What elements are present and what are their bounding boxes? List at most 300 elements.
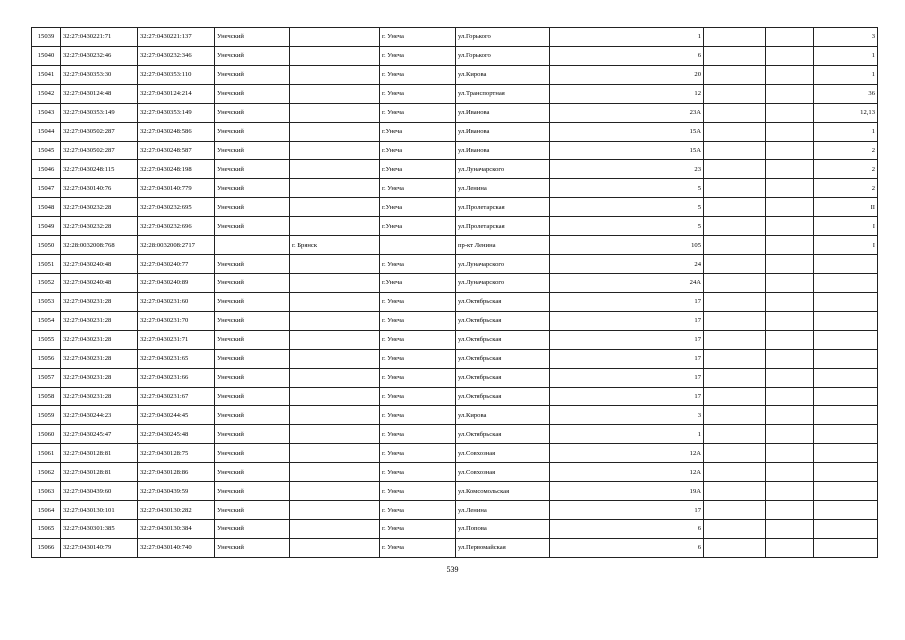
building-cell xyxy=(704,103,766,122)
cadastral-number-cell: 32:27:0430231:28 xyxy=(61,368,138,387)
street-cell: ул.Первомайская xyxy=(456,538,550,557)
building-cell xyxy=(704,255,766,274)
district-cell xyxy=(215,236,290,255)
apartment-cell xyxy=(814,292,878,311)
city-cell: г. Унеча xyxy=(380,255,456,274)
cadastral-number-cell: 32:27:0430439:60 xyxy=(61,482,138,501)
house-cell: 17 xyxy=(550,501,704,520)
city-cell: г. Унеча xyxy=(380,425,456,444)
building-cell xyxy=(704,482,766,501)
city-cell: г.Унеча xyxy=(380,160,456,179)
building-cell xyxy=(704,198,766,217)
street-cell: ул.Ленина xyxy=(456,501,550,520)
district-cell: Унечский xyxy=(215,349,290,368)
row-number-cell: 15060 xyxy=(32,425,61,444)
cadastral-number-cell: 32:27:0430231:28 xyxy=(61,387,138,406)
city-cell: г. Унеча xyxy=(380,368,456,387)
block-cell xyxy=(766,387,814,406)
object-cadastral-number-cell: 32:27:0430353:149 xyxy=(138,103,215,122)
street-cell: ул.Кирова xyxy=(456,406,550,425)
cadastral-number-cell: 32:27:0430353:30 xyxy=(61,65,138,84)
building-cell xyxy=(704,425,766,444)
city-cell: г. Унеча xyxy=(380,519,456,538)
block-cell xyxy=(766,179,814,198)
object-cadastral-number-cell: 32:27:0430248:586 xyxy=(138,122,215,141)
cadastral-number-cell: 32:27:0430130:101 xyxy=(61,501,138,520)
city-cell: г. Унеча xyxy=(380,444,456,463)
settlement-cell xyxy=(290,463,380,482)
object-cadastral-number-cell: 32:27:0430248:198 xyxy=(138,160,215,179)
apartment-cell: 1 xyxy=(814,122,878,141)
table-row xyxy=(32,236,878,255)
building-cell xyxy=(704,179,766,198)
house-cell: 17 xyxy=(550,311,704,330)
street-cell: ул.Пролетарская xyxy=(456,198,550,217)
table-row xyxy=(32,160,878,179)
street-cell: ул.Октябрьская xyxy=(456,368,550,387)
object-cadastral-number-cell: 32:27:0430231:67 xyxy=(138,387,215,406)
house-cell: 6 xyxy=(550,519,704,538)
building-cell xyxy=(704,311,766,330)
row-number-cell: 15058 xyxy=(32,387,61,406)
district-cell: Унечский xyxy=(215,65,290,84)
settlement-cell xyxy=(290,292,380,311)
street-cell: ул.Кирова xyxy=(456,65,550,84)
house-cell: 17 xyxy=(550,387,704,406)
table-row xyxy=(32,463,878,482)
street-cell: ул.Луначарского xyxy=(456,160,550,179)
apartment-cell: I xyxy=(814,236,878,255)
registry-body xyxy=(32,28,878,558)
cadastral-number-cell: 32:27:0430231:28 xyxy=(61,330,138,349)
settlement-cell xyxy=(290,217,380,236)
cadastral-number-cell: 32:27:0430502:287 xyxy=(61,141,138,160)
house-cell: 1 xyxy=(550,425,704,444)
table-row xyxy=(32,444,878,463)
street-cell: ул.Луначарского xyxy=(456,255,550,274)
street-cell: ул.Октябрьская xyxy=(456,292,550,311)
row-number-cell: 15064 xyxy=(32,501,61,520)
building-cell xyxy=(704,28,766,47)
city-cell: г. Унеча xyxy=(380,179,456,198)
building-cell xyxy=(704,330,766,349)
district-cell: Унечский xyxy=(215,368,290,387)
row-number-cell: 15043 xyxy=(32,103,61,122)
object-cadastral-number-cell: 32:27:0430232:346 xyxy=(138,46,215,65)
apartment-cell xyxy=(814,463,878,482)
district-cell: Унечский xyxy=(215,311,290,330)
cadastral-number-cell: 32:27:0430232:28 xyxy=(61,217,138,236)
block-cell xyxy=(766,122,814,141)
district-cell: Унечский xyxy=(215,538,290,557)
object-cadastral-number-cell: 32:27:0430231:65 xyxy=(138,349,215,368)
district-cell: Унечский xyxy=(215,179,290,198)
cadastral-number-cell: 32:27:0430232:28 xyxy=(61,198,138,217)
settlement-cell xyxy=(290,425,380,444)
apartment-cell: 36 xyxy=(814,84,878,103)
apartment-cell: 3 xyxy=(814,28,878,47)
object-cadastral-number-cell: 32:27:0430439:59 xyxy=(138,482,215,501)
block-cell xyxy=(766,236,814,255)
block-cell xyxy=(766,141,814,160)
cadastral-number-cell: 32:27:0430128:81 xyxy=(61,444,138,463)
apartment-cell: 2 xyxy=(814,179,878,198)
row-number-cell: 15044 xyxy=(32,122,61,141)
table-row xyxy=(32,65,878,84)
house-cell: 105 xyxy=(550,236,704,255)
block-cell xyxy=(766,28,814,47)
row-number-cell: 15057 xyxy=(32,368,61,387)
block-cell xyxy=(766,46,814,65)
building-cell xyxy=(704,368,766,387)
row-number-cell: 15062 xyxy=(32,463,61,482)
apartment-cell xyxy=(814,425,878,444)
apartment-cell xyxy=(814,406,878,425)
object-cadastral-number-cell: 32:27:0430140:779 xyxy=(138,179,215,198)
row-number-cell: 15061 xyxy=(32,444,61,463)
registry-table xyxy=(31,27,878,558)
apartment-cell xyxy=(814,519,878,538)
house-cell: 6 xyxy=(550,46,704,65)
street-cell: ул.Попова xyxy=(456,519,550,538)
street-cell: ул.Горького xyxy=(456,28,550,47)
district-cell: Унечский xyxy=(215,425,290,444)
cadastral-number-cell: 32:27:0430502:287 xyxy=(61,122,138,141)
house-cell: 5 xyxy=(550,217,704,236)
settlement-cell xyxy=(290,84,380,103)
apartment-cell xyxy=(814,482,878,501)
table-row xyxy=(32,501,878,520)
city-cell: г. Унеча xyxy=(380,46,456,65)
district-cell: Унечский xyxy=(215,217,290,236)
city-cell: г.Унеча xyxy=(380,141,456,160)
house-cell: 20 xyxy=(550,65,704,84)
apartment-cell: 12,13 xyxy=(814,103,878,122)
table-row xyxy=(32,122,878,141)
settlement-cell xyxy=(290,179,380,198)
object-cadastral-number-cell: 32:27:0430130:282 xyxy=(138,501,215,520)
settlement-cell xyxy=(290,501,380,520)
street-cell: ул.Пролетарская xyxy=(456,217,550,236)
district-cell: Унечский xyxy=(215,255,290,274)
table-row xyxy=(32,292,878,311)
district-cell: Унечский xyxy=(215,406,290,425)
apartment-cell xyxy=(814,349,878,368)
district-cell: Унечский xyxy=(215,387,290,406)
cadastral-number-cell: 32:27:0430353:149 xyxy=(61,103,138,122)
city-cell: г. Унеча xyxy=(380,482,456,501)
apartment-cell xyxy=(814,311,878,330)
house-cell: 12А xyxy=(550,463,704,482)
building-cell xyxy=(704,292,766,311)
apartment-cell xyxy=(814,444,878,463)
apartment-cell: 1 xyxy=(814,46,878,65)
city-cell: г. Унеча xyxy=(380,311,456,330)
apartment-cell xyxy=(814,501,878,520)
table-row xyxy=(32,387,878,406)
row-number-cell: 15046 xyxy=(32,160,61,179)
street-cell: ул.Транспортная xyxy=(456,84,550,103)
row-number-cell: 15039 xyxy=(32,28,61,47)
apartment-cell xyxy=(814,368,878,387)
block-cell xyxy=(766,255,814,274)
row-number-cell: 15040 xyxy=(32,46,61,65)
building-cell xyxy=(704,387,766,406)
cadastral-number-cell: 32:27:0430240:48 xyxy=(61,273,138,292)
apartment-cell: 2 xyxy=(814,141,878,160)
table-row xyxy=(32,84,878,103)
row-number-cell: 15042 xyxy=(32,84,61,103)
district-cell: Унечский xyxy=(215,273,290,292)
row-number-cell: 15047 xyxy=(32,179,61,198)
settlement-cell: г. Брянск xyxy=(290,236,380,255)
street-cell: ул.Совхозная xyxy=(456,444,550,463)
object-cadastral-number-cell: 32:28:0032008:2717 xyxy=(138,236,215,255)
building-cell xyxy=(704,84,766,103)
district-cell: Унечский xyxy=(215,28,290,47)
object-cadastral-number-cell: 32:27:0430232:695 xyxy=(138,198,215,217)
house-cell: 17 xyxy=(550,349,704,368)
district-cell: Унечский xyxy=(215,84,290,103)
settlement-cell xyxy=(290,519,380,538)
table-row xyxy=(32,273,878,292)
street-cell: пр-кт Ленина xyxy=(456,236,550,255)
table-row xyxy=(32,538,878,557)
table-row xyxy=(32,28,878,47)
district-cell: Унечский xyxy=(215,330,290,349)
object-cadastral-number-cell: 32:27:0430231:70 xyxy=(138,311,215,330)
cadastral-number-cell: 32:28:0032008:768 xyxy=(61,236,138,255)
settlement-cell xyxy=(290,122,380,141)
cadastral-number-cell: 32:27:0430245:47 xyxy=(61,425,138,444)
district-cell: Унечский xyxy=(215,482,290,501)
block-cell xyxy=(766,160,814,179)
house-cell: 24А xyxy=(550,273,704,292)
object-cadastral-number-cell: 32:27:0430130:384 xyxy=(138,519,215,538)
block-cell xyxy=(766,103,814,122)
block-cell xyxy=(766,463,814,482)
table-row xyxy=(32,406,878,425)
street-cell: ул.Иванова xyxy=(456,122,550,141)
table-row xyxy=(32,217,878,236)
object-cadastral-number-cell: 32:27:0430221:137 xyxy=(138,28,215,47)
page-number: 539 xyxy=(446,565,459,574)
table-row xyxy=(32,330,878,349)
apartment-cell xyxy=(814,538,878,557)
street-cell: ул.Октябрьская xyxy=(456,349,550,368)
house-cell: 19А xyxy=(550,482,704,501)
table-row xyxy=(32,141,878,160)
house-cell: 12 xyxy=(550,84,704,103)
settlement-cell xyxy=(290,538,380,557)
object-cadastral-number-cell: 32:27:0430232:696 xyxy=(138,217,215,236)
cadastral-number-cell: 32:27:0430244:23 xyxy=(61,406,138,425)
house-cell: 15А xyxy=(550,141,704,160)
building-cell xyxy=(704,160,766,179)
table-row xyxy=(32,368,878,387)
building-cell xyxy=(704,217,766,236)
row-number-cell: 15063 xyxy=(32,482,61,501)
house-cell: 23 xyxy=(550,160,704,179)
row-number-cell: 15053 xyxy=(32,292,61,311)
settlement-cell xyxy=(290,311,380,330)
table-row xyxy=(32,519,878,538)
object-cadastral-number-cell: 32:27:0430124:214 xyxy=(138,84,215,103)
house-cell: 5 xyxy=(550,198,704,217)
city-cell: г. Унеча xyxy=(380,84,456,103)
building-cell xyxy=(704,141,766,160)
building-cell xyxy=(704,122,766,141)
cadastral-number-cell: 32:27:0430301:385 xyxy=(61,519,138,538)
street-cell: ул.Иванова xyxy=(456,141,550,160)
building-cell xyxy=(704,65,766,84)
cadastral-number-cell: 32:27:0430231:28 xyxy=(61,311,138,330)
street-cell: ул.Октябрьская xyxy=(456,311,550,330)
cadastral-number-cell: 32:27:0430140:76 xyxy=(61,179,138,198)
table-row xyxy=(32,255,878,274)
table-row xyxy=(32,179,878,198)
building-cell xyxy=(704,46,766,65)
district-cell: Унечский xyxy=(215,292,290,311)
table-row xyxy=(32,425,878,444)
row-number-cell: 15055 xyxy=(32,330,61,349)
row-number-cell: 15056 xyxy=(32,349,61,368)
settlement-cell xyxy=(290,141,380,160)
block-cell xyxy=(766,217,814,236)
row-number-cell: 15066 xyxy=(32,538,61,557)
cadastral-number-cell: 32:27:0430231:28 xyxy=(61,292,138,311)
object-cadastral-number-cell: 32:27:0430128:86 xyxy=(138,463,215,482)
settlement-cell xyxy=(290,160,380,179)
house-cell: 24 xyxy=(550,255,704,274)
table-row xyxy=(32,311,878,330)
street-cell: ул.Октябрьская xyxy=(456,330,550,349)
city-cell: г. Унеча xyxy=(380,387,456,406)
block-cell xyxy=(766,349,814,368)
house-cell: 23А xyxy=(550,103,704,122)
table-row xyxy=(32,46,878,65)
building-cell xyxy=(704,349,766,368)
row-number-cell: 15065 xyxy=(32,519,61,538)
table-row xyxy=(32,198,878,217)
row-number-cell: 15051 xyxy=(32,255,61,274)
district-cell: Унечский xyxy=(215,444,290,463)
house-cell: 12А xyxy=(550,444,704,463)
settlement-cell xyxy=(290,387,380,406)
building-cell xyxy=(704,406,766,425)
district-cell: Унечский xyxy=(215,103,290,122)
city-cell: г. Унеча xyxy=(380,501,456,520)
apartment-cell: I xyxy=(814,217,878,236)
building-cell xyxy=(704,519,766,538)
district-cell: Унечский xyxy=(215,501,290,520)
block-cell xyxy=(766,406,814,425)
city-cell: г. Унеча xyxy=(380,538,456,557)
block-cell xyxy=(766,444,814,463)
block-cell xyxy=(766,311,814,330)
settlement-cell xyxy=(290,255,380,274)
house-cell: 17 xyxy=(550,368,704,387)
city-cell xyxy=(380,236,456,255)
cadastral-number-cell: 32:27:0430248:115 xyxy=(61,160,138,179)
row-number-cell: 15059 xyxy=(32,406,61,425)
house-cell: 6 xyxy=(550,538,704,557)
house-cell: 3 xyxy=(550,406,704,425)
settlement-cell xyxy=(290,198,380,217)
settlement-cell xyxy=(290,65,380,84)
object-cadastral-number-cell: 32:27:0430231:60 xyxy=(138,292,215,311)
row-number-cell: 15041 xyxy=(32,65,61,84)
building-cell xyxy=(704,501,766,520)
district-cell: Унечский xyxy=(215,160,290,179)
street-cell: ул.Комсомольская xyxy=(456,482,550,501)
object-cadastral-number-cell: 32:27:0430128:75 xyxy=(138,444,215,463)
settlement-cell xyxy=(290,444,380,463)
block-cell xyxy=(766,198,814,217)
block-cell xyxy=(766,538,814,557)
settlement-cell xyxy=(290,349,380,368)
apartment-cell xyxy=(814,255,878,274)
city-cell: г. Унеча xyxy=(380,103,456,122)
cadastral-number-cell: 32:27:0430231:28 xyxy=(61,349,138,368)
building-cell xyxy=(704,444,766,463)
city-cell: г. Унеча xyxy=(380,28,456,47)
district-cell: Унечский xyxy=(215,519,290,538)
apartment-cell xyxy=(814,330,878,349)
object-cadastral-number-cell: 32:27:0430231:71 xyxy=(138,330,215,349)
object-cadastral-number-cell: 32:27:0430353:110 xyxy=(138,65,215,84)
city-cell: г. Унеча xyxy=(380,406,456,425)
city-cell: г. Унеча xyxy=(380,349,456,368)
block-cell xyxy=(766,501,814,520)
building-cell xyxy=(704,463,766,482)
building-cell xyxy=(704,273,766,292)
object-cadastral-number-cell: 32:27:0430140:740 xyxy=(138,538,215,557)
city-cell: г. Унеча xyxy=(380,330,456,349)
building-cell xyxy=(704,538,766,557)
table-row xyxy=(32,349,878,368)
street-cell: ул.Октябрьская xyxy=(456,387,550,406)
block-cell xyxy=(766,273,814,292)
street-cell: ул.Горького xyxy=(456,46,550,65)
cadastral-number-cell: 32:27:0430124:48 xyxy=(61,84,138,103)
settlement-cell xyxy=(290,273,380,292)
house-cell: 17 xyxy=(550,330,704,349)
street-cell: ул.Ленина xyxy=(456,179,550,198)
cadastral-number-cell: 32:27:0430221:71 xyxy=(61,28,138,47)
settlement-cell xyxy=(290,406,380,425)
city-cell: г.Унеча xyxy=(380,198,456,217)
district-cell: Унечский xyxy=(215,46,290,65)
cadastral-number-cell: 32:27:0430232:46 xyxy=(61,46,138,65)
house-cell: 1 xyxy=(550,28,704,47)
settlement-cell xyxy=(290,46,380,65)
street-cell: ул.Совхозная xyxy=(456,463,550,482)
table-row xyxy=(32,103,878,122)
cadastral-number-cell: 32:27:0430128:81 xyxy=(61,463,138,482)
city-cell: г.Унеча xyxy=(380,122,456,141)
block-cell xyxy=(766,368,814,387)
row-number-cell: 15045 xyxy=(32,141,61,160)
object-cadastral-number-cell: 32:27:0430248:587 xyxy=(138,141,215,160)
city-cell: г. Унеча xyxy=(380,463,456,482)
row-number-cell: 15054 xyxy=(32,311,61,330)
street-cell: ул.Луначарского xyxy=(456,273,550,292)
street-cell: ул.Октябрьская xyxy=(456,425,550,444)
object-cadastral-number-cell: 32:27:0430231:66 xyxy=(138,368,215,387)
block-cell xyxy=(766,65,814,84)
table-row xyxy=(32,482,878,501)
